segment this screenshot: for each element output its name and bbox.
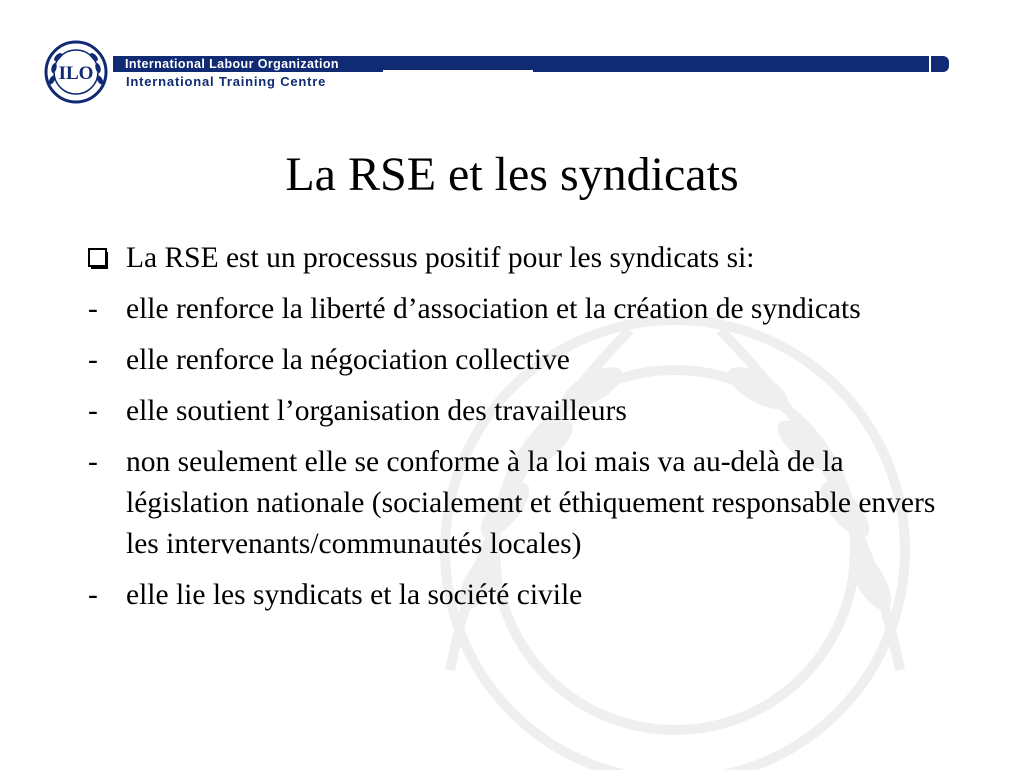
list-item-text: elle renforce la négociation collective bbox=[126, 344, 570, 376]
header-band bbox=[113, 56, 949, 72]
dash-bullet: - bbox=[88, 446, 98, 478]
lead-paragraph bbox=[88, 238, 948, 279]
lead-text: La RSE est un processus positif pour les syndicats si: bbox=[126, 242, 755, 274]
header-band-title: International Labour Organization bbox=[125, 57, 339, 71]
list-item bbox=[88, 289, 948, 330]
list-item bbox=[88, 442, 948, 565]
slide-title: La RSE et les syndicats bbox=[285, 148, 739, 201]
ilo-logo-icon bbox=[44, 40, 108, 104]
list-item-text: non seulement elle se conforme à la loi mais va au-delà de la législation nationale (socialement et éthiquement responsable envers les intervenants/communautés locales) bbox=[126, 446, 936, 560]
list-item bbox=[88, 340, 948, 381]
band-divider-right bbox=[929, 56, 931, 72]
header-subtitle: International Training Centre bbox=[126, 74, 327, 89]
dash-bullet: - bbox=[88, 579, 98, 611]
slide-body bbox=[88, 238, 948, 626]
list-item-text: elle lie les syndicats et la société civile bbox=[126, 579, 583, 611]
list-item-text: elle renforce la liberté d’association et la création de syndicats bbox=[126, 293, 861, 325]
dash-bullet: - bbox=[88, 293, 98, 325]
list-item-text: elle soutient l’organisation des travailleurs bbox=[126, 395, 627, 427]
checkbox-bullet-icon bbox=[88, 248, 116, 270]
dash-bullet: - bbox=[88, 395, 98, 427]
dash-bullet: - bbox=[88, 344, 98, 376]
band-divider bbox=[383, 70, 533, 72]
list-item bbox=[88, 575, 948, 616]
ilo-logo-text: ILO bbox=[58, 63, 94, 84]
list-item bbox=[88, 391, 948, 432]
